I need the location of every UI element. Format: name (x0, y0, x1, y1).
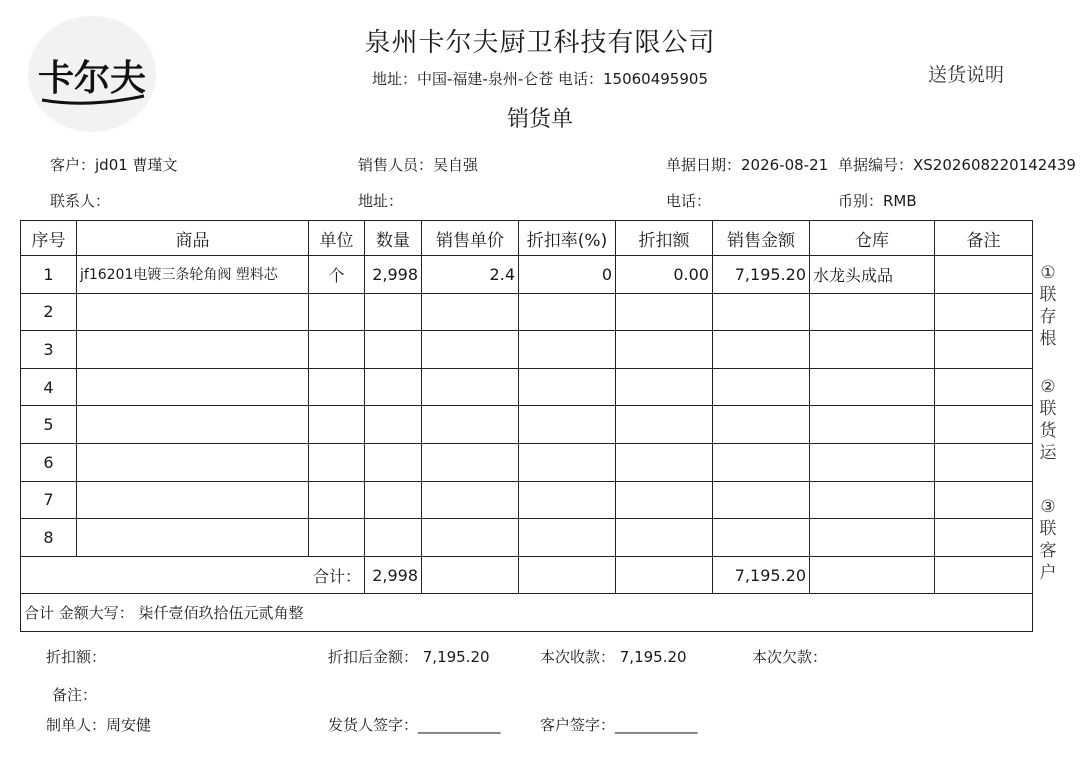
doc-date-field: 单据日期：2026-08-21 (666, 156, 829, 174)
note-cell (935, 331, 1033, 369)
total-qty: 2,998 (365, 556, 422, 594)
product-cell: jf16201电镀三条轮角阀 塑料芯 (77, 256, 309, 294)
table-header-row (21, 221, 1033, 256)
company-address: 地址：中国-福建-泉州-仑苍 电话：15060495905 (372, 70, 708, 88)
row-number: 5 (21, 406, 77, 444)
rate-cell (519, 406, 616, 444)
rate-cell: 0 (519, 256, 616, 294)
rate-cell (519, 481, 616, 519)
price-cell (422, 331, 519, 369)
price-cell (422, 443, 519, 481)
table-row (21, 481, 1033, 519)
discount-cell (616, 331, 713, 369)
note-cell (935, 256, 1033, 294)
copy-number: ① (1040, 263, 1056, 283)
col-header: 数量 (365, 221, 422, 256)
amount-cell (713, 293, 810, 331)
amount-cell (713, 481, 810, 519)
note-cell (935, 406, 1033, 444)
rate-cell (519, 293, 616, 331)
warehouse-cell (810, 293, 935, 331)
product-cell (77, 368, 309, 406)
document-title: 销货单 (506, 107, 573, 132)
footer-remark: 备注： (52, 686, 98, 704)
table-row (21, 406, 1033, 444)
warehouse-cell (810, 331, 935, 369)
qty-cell (365, 368, 422, 406)
qty-cell (365, 293, 422, 331)
rate-cell (519, 519, 616, 557)
price-cell: 2.4 (422, 256, 519, 294)
unit-cell (309, 331, 365, 369)
warehouse-cell (810, 406, 935, 444)
product-cell (77, 481, 309, 519)
phone-field: 电话： (666, 192, 712, 210)
copy-text: 联客户 (1039, 519, 1057, 583)
copy-label-stub (1036, 262, 1060, 350)
col-header: 单位 (309, 221, 365, 256)
doc-number-field: 单据编号：XS202608220142439 (838, 156, 1076, 174)
row-number: 1 (21, 256, 77, 294)
amount-cell (713, 331, 810, 369)
col-header: 备注 (935, 221, 1033, 256)
row-number: 6 (21, 443, 77, 481)
rate-cell (519, 368, 616, 406)
table-row (21, 256, 1033, 294)
empty-cell (616, 556, 713, 594)
table-row (21, 331, 1033, 369)
note-cell (935, 443, 1033, 481)
footer-owed: 本次欠款： (752, 648, 828, 666)
col-header: 商品 (77, 221, 309, 256)
table-row (21, 519, 1033, 557)
copy-label-shipping (1036, 376, 1060, 464)
col-header: 折扣率(%) (519, 221, 616, 256)
qty-cell (365, 331, 422, 369)
footer-received: 本次收款： 7,195.20 (540, 648, 687, 666)
note-cell (935, 368, 1033, 406)
note-cell (935, 481, 1033, 519)
col-header: 序号 (21, 221, 77, 256)
note-cell (935, 519, 1033, 557)
amount-cell (713, 368, 810, 406)
unit-cell (309, 368, 365, 406)
product-cell (77, 519, 309, 557)
customer-signature: 客户签字：___________ (540, 716, 698, 734)
unit-cell: 个 (309, 256, 365, 294)
qty-cell (365, 519, 422, 557)
footer-discount: 折扣额： (46, 648, 107, 666)
rate-cell (519, 331, 616, 369)
discount-cell (616, 481, 713, 519)
empty-cell (422, 556, 519, 594)
col-header: 折扣额 (616, 221, 713, 256)
price-cell (422, 368, 519, 406)
copy-label-customer (1036, 496, 1060, 584)
price-cell (422, 406, 519, 444)
customer-field: 客户：jd01 曹瑾文 (50, 156, 178, 174)
product-cell (77, 406, 309, 444)
amount-in-words: 合计 金额大写： 柒仟壹佰玖拾伍元贰角整 (21, 594, 1033, 632)
unit-cell (309, 519, 365, 557)
copy-text: 联存根 (1039, 285, 1057, 349)
unit-cell (309, 293, 365, 331)
qty-cell (365, 406, 422, 444)
col-header: 销售金额 (713, 221, 810, 256)
rate-cell (519, 443, 616, 481)
warehouse-cell (810, 481, 935, 519)
sales-table (20, 220, 1033, 632)
currency-field: 币别：RMB (838, 192, 917, 210)
warehouse-cell (810, 368, 935, 406)
company-name: 泉州卡尔夫厨卫科技有限公司 (364, 28, 716, 58)
amount-cell (713, 519, 810, 557)
row-number: 8 (21, 519, 77, 557)
shipper-signature: 发货人签字：___________ (328, 716, 501, 734)
empty-cell (519, 556, 616, 594)
salesperson-field: 销售人员：吴自强 (358, 156, 479, 174)
product-cell (77, 293, 309, 331)
footer-maker: 制单人：周安健 (46, 716, 152, 734)
amount-cell (713, 406, 810, 444)
qty-cell (365, 443, 422, 481)
col-header: 仓库 (810, 221, 935, 256)
address-field: 地址： (358, 192, 404, 210)
svg-text:卡尔夫: 卡尔夫 (37, 57, 147, 99)
totals-row (21, 556, 1033, 594)
note-cell (935, 293, 1033, 331)
copy-number: ② (1040, 377, 1056, 397)
row-number: 4 (21, 368, 77, 406)
discount-cell (616, 406, 713, 444)
table-row (21, 368, 1033, 406)
product-cell (77, 443, 309, 481)
price-cell (422, 293, 519, 331)
qty-cell (365, 481, 422, 519)
discount-cell (616, 293, 713, 331)
amount-in-words-row (21, 594, 1033, 632)
unit-cell (309, 481, 365, 519)
row-number: 2 (21, 293, 77, 331)
row-number: 7 (21, 481, 77, 519)
warehouse-cell: 水龙头成品 (810, 256, 935, 294)
qty-cell: 2,998 (365, 256, 422, 294)
copy-number: ③ (1040, 497, 1056, 517)
discount-cell (616, 519, 713, 557)
amount-cell (713, 443, 810, 481)
empty-cell (810, 556, 935, 594)
col-header: 销售单价 (422, 221, 519, 256)
amount-cell: 7,195.20 (713, 256, 810, 294)
discount-cell (616, 443, 713, 481)
discount-cell (616, 368, 713, 406)
unit-cell (309, 406, 365, 444)
contact-field: 联系人： (50, 192, 111, 210)
table-row (21, 443, 1033, 481)
delivery-note-label: 送货说明 (928, 64, 1005, 86)
price-cell (422, 481, 519, 519)
warehouse-cell (810, 519, 935, 557)
table-row (21, 293, 1033, 331)
row-number: 3 (21, 331, 77, 369)
discount-cell: 0.00 (616, 256, 713, 294)
product-cell (77, 331, 309, 369)
footer-after-discount: 折扣后金额： 7,195.20 (328, 648, 490, 666)
total-amount: 7,195.20 (713, 556, 810, 594)
copy-text: 联货运 (1039, 399, 1057, 463)
warehouse-cell (810, 443, 935, 481)
price-cell (422, 519, 519, 557)
totals-label: 合计： (21, 556, 365, 594)
unit-cell (309, 443, 365, 481)
empty-cell (935, 556, 1033, 594)
